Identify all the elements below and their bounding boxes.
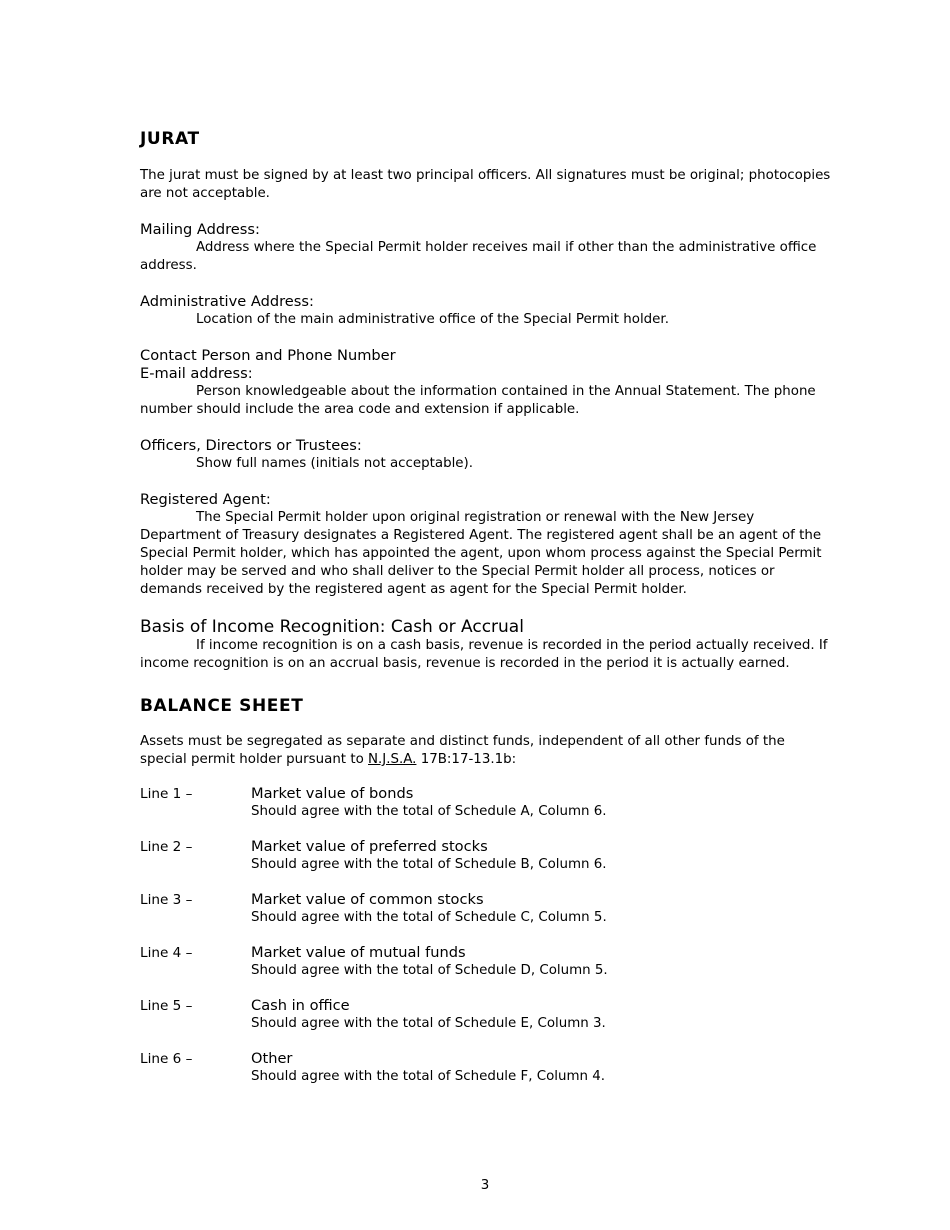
line-description: Should agree with the total of Schedule E, Column 3. xyxy=(251,1016,606,1031)
document-page xyxy=(140,128,832,1103)
income-recognition-text: If income recognition is on a cash basis, revenue is recorded in the period actually received. If income recognition is on an accrual basis, revenue is recorded in the period it is actually earned. xyxy=(140,638,828,671)
balance-line-3 xyxy=(140,891,832,927)
registered-agent-text: The Special Permit holder upon original registration or renewal with the New Jersey Department of Treasury designates a Registered Agent. The registered agent shall be an agent of the Special Permit holder, which has appointed the agent, upon whom process against the Special Permit holder may be served and who shall deliver to the Special Permit holder all process, notices or demands received by the registered agent as agent for the Special Permit holder. xyxy=(140,510,822,597)
income-recognition-heading: Basis of Income Recognition: Cash or Accrual xyxy=(140,617,524,637)
line-label: Line 6 – xyxy=(140,1051,193,1067)
contact-person-section xyxy=(140,347,832,419)
officers-text: Show full names (initials not acceptable). xyxy=(196,456,474,471)
line-description: Should agree with the total of Schedule B, Column 6. xyxy=(251,857,607,872)
balance-line-5 xyxy=(140,997,832,1033)
balance-sheet-lines xyxy=(140,785,832,1086)
jurat-title: JURAT xyxy=(140,129,200,149)
balance-line-1 xyxy=(140,785,832,821)
assets-intro xyxy=(140,733,832,769)
officers-section xyxy=(140,437,832,473)
officers-heading: Officers, Directors or Trustees: xyxy=(140,437,362,454)
line-label: Line 3 – xyxy=(140,892,193,908)
contact-person-heading: Contact Person and Phone Number xyxy=(140,347,396,364)
email-address-heading: E-mail address: xyxy=(140,365,253,382)
line-title: Market value of preferred stocks xyxy=(251,838,488,855)
line-description: Should agree with the total of Schedule D, Column 5. xyxy=(251,963,608,978)
balance-line-2 xyxy=(140,838,832,874)
line-description: Should agree with the total of Schedule A, Column 6. xyxy=(251,804,607,819)
statute-section: 17B:17-13.1b: xyxy=(416,752,517,767)
balance-line-4 xyxy=(140,944,832,980)
line-title: Other xyxy=(251,1050,293,1067)
line-description: Should agree with the total of Schedule C, Column 5. xyxy=(251,910,607,925)
mailing-address-text: Address where the Special Permit holder receives mail if other than the administrative office address. xyxy=(140,240,817,273)
income-recognition-section xyxy=(140,617,832,673)
balance-line-6 xyxy=(140,1050,832,1086)
mailing-address-section xyxy=(140,221,832,275)
line-title: Market value of bonds xyxy=(251,785,414,802)
line-description: Should agree with the total of Schedule F, Column 4. xyxy=(251,1069,606,1084)
line-title: Market value of common stocks xyxy=(251,891,484,908)
page-number: 3 xyxy=(480,1178,490,1193)
registered-agent-section xyxy=(140,491,832,599)
mailing-address-heading: Mailing Address: xyxy=(140,221,260,238)
line-label: Line 4 – xyxy=(140,945,193,961)
registered-agent-heading: Registered Agent: xyxy=(140,491,271,508)
administrative-address-text: Location of the main administrative office of the Special Permit holder. xyxy=(196,312,669,327)
assets-intro-text: Assets must be segregated as separate and distinct funds, independent of all other funds of the special permit holder pursuant to xyxy=(140,734,785,767)
line-label: Line 5 – xyxy=(140,998,193,1014)
line-label: Line 2 – xyxy=(140,839,193,855)
jurat-intro: The jurat must be signed by at least two principal officers. All signatures must be original; photocopies are not acceptable. xyxy=(140,168,831,201)
balance-sheet-title: BALANCE SHEET xyxy=(140,696,304,716)
administrative-address-heading: Administrative Address: xyxy=(140,293,314,310)
administrative-address-section xyxy=(140,293,832,329)
statute-reference: N.J.S.A. xyxy=(368,752,417,767)
line-title: Market value of mutual funds xyxy=(251,944,466,961)
contact-person-text: Person knowledgeable about the information contained in the Annual Statement. The phone number should include the area code and extension if applicable. xyxy=(140,384,816,417)
line-label: Line 1 – xyxy=(140,786,193,802)
line-title: Cash in office xyxy=(251,997,350,1014)
